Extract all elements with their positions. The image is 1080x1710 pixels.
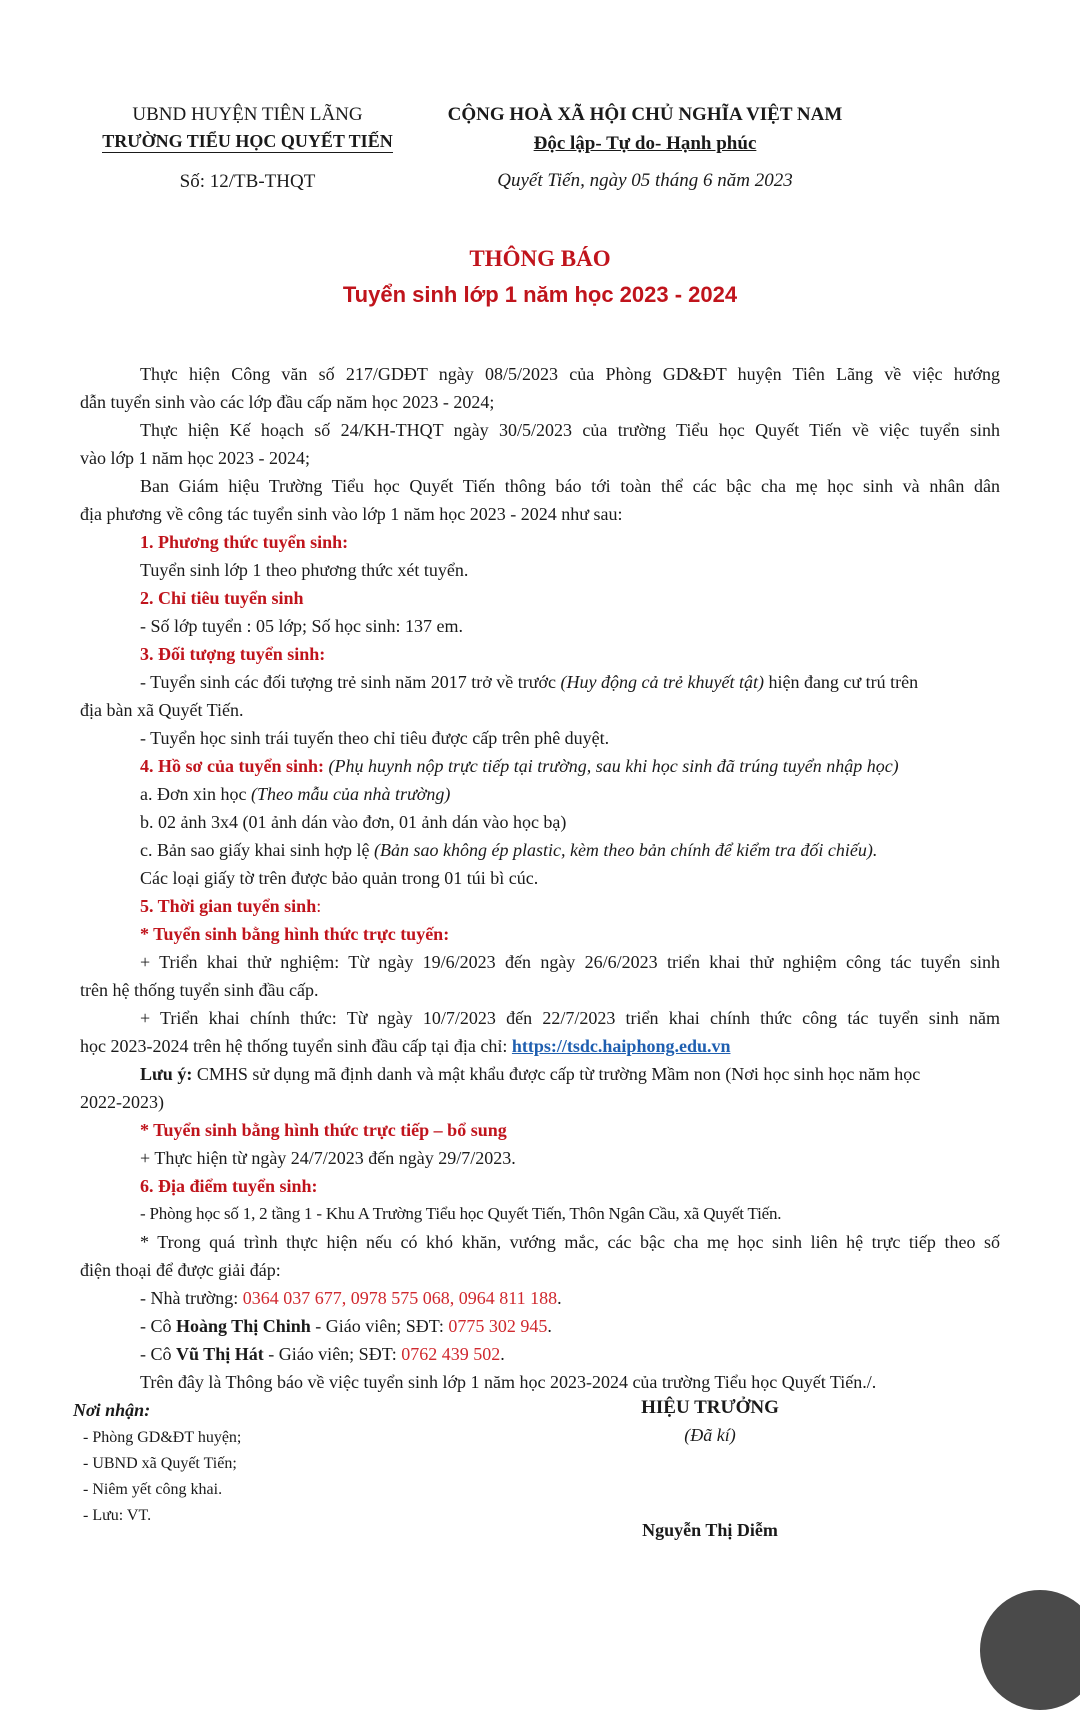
- section5-note-line2: 2022-2023): [80, 1092, 164, 1112]
- section4-item-b: b. 02 ảnh 3x4 (01 ảnh dán vào đơn, 01 ảnh dán vào học bạ): [140, 812, 567, 832]
- signature-name: Nguyễn Thị Diễm: [642, 1520, 778, 1540]
- para1-line2: dẫn tuyển sinh vào các lớp đầu cấp năm học 2023 - 2024;: [80, 392, 495, 412]
- section1-heading: 1. Phương thức tuyển sinh:: [140, 532, 349, 552]
- contact-teacher-2-phone: 0762 439 502: [401, 1344, 501, 1364]
- national-motto-text: Độc lập- Tự do- Hạnh phúc: [533, 133, 757, 154]
- date-line: Quyết Tiến, ngày 05 tháng 6 năm 2023: [497, 170, 793, 191]
- section5-direct-text: + Thực hiện từ ngày 24/7/2023 đến ngày 29/7/2023.: [140, 1148, 516, 1168]
- section5-trial-line1: + Triển khai thử nghiệm: Từ ngày 19/6/2023 đến ngày 26/6/2023 triển khai thử nghiệm công tác tuyển sinh: [140, 952, 1000, 972]
- floating-action-button[interactable]: [980, 1590, 1080, 1710]
- section4-item-a-text: a. Đơn xin học: [140, 784, 251, 804]
- signature-title: HIỆU TRƯỞNG: [641, 1397, 779, 1418]
- section3-heading: 3. Đối tượng tuyển sinh:: [140, 644, 326, 664]
- section4-item-c: [140, 839, 877, 861]
- contact-teacher-2-pre: - Cô: [140, 1344, 176, 1364]
- section4-item-a: [140, 783, 450, 805]
- para3-line2: địa phương về công tác tuyển sinh vào lớp 1 năm học 2023 - 2024 như sau:: [80, 504, 623, 524]
- issuer-org: UBND HUYỆN TIÊN LÃNG: [132, 104, 363, 125]
- section3-target2: - Tuyển học sinh trái tuyến theo chỉ tiêu được cấp trên phê duyệt.: [140, 728, 610, 748]
- national-motto: [420, 133, 870, 155]
- section5-note-text: CMHS sử dụng mã định danh và mật khẩu được cấp từ trường Mầm non (Nơi học sinh học năm học: [192, 1064, 921, 1084]
- section5-colon: :: [316, 896, 322, 916]
- notice-subtitle: Tuyển sinh lớp 1 năm học 2023 - 2024: [342, 282, 738, 307]
- section5-trial-line2: trên hệ thống tuyển sinh đầu cấp.: [80, 980, 319, 1000]
- contact-teacher-1-pre: - Cô: [140, 1316, 176, 1336]
- section4-heading: 4. Hồ sơ của tuyển sinh:: [140, 756, 324, 776]
- signature-status: (Đã kí): [684, 1425, 736, 1445]
- section3-target1-line2: địa bàn xã Quyết Tiến.: [80, 700, 244, 720]
- section3-target1: [140, 671, 1000, 693]
- notice-title: THÔNG BÁO: [469, 246, 611, 271]
- para1-line1: Thực hiện Công văn số 217/GDĐT ngày 08/5/2023 của Phòng GD&ĐT huyện Tiên Lãng về việc hướng: [140, 364, 1000, 384]
- contact-teacher-2: [140, 1343, 505, 1365]
- national-title: CỘNG HOÀ XÃ HỘI CHỦ NGHĨA VIỆT NAM: [447, 104, 843, 125]
- section5-official-line2-text: học 2023-2024 trên hệ thống tuyển sinh đầu cấp tại địa chỉ:: [80, 1036, 512, 1056]
- section3-target1-a: - Tuyển sinh các đối tượng trẻ sinh năm 2017 trở về trước: [140, 672, 561, 692]
- contact-teacher-1-name: Hoàng Thị Chinh: [176, 1316, 311, 1336]
- para3-line1: Ban Giám hiệu Trường Tiểu học Quyết Tiến thông báo tới toàn thể các bậc cha mẹ học sinh và nhân dân: [140, 476, 1000, 496]
- section6-location: - Phòng học số 1, 2 tầng 1 - Khu A Trường Tiểu học Quyết Tiến, Thôn Ngân Cầu, xã Quyết Tiến.: [140, 1204, 782, 1223]
- section2-heading: 2. Chỉ tiêu tuyển sinh: [140, 588, 304, 608]
- contact-teacher-2-end: .: [500, 1344, 505, 1364]
- contact-teacher-1: [140, 1315, 552, 1337]
- contact-teacher-2-name: Vũ Thị Hát: [176, 1344, 264, 1364]
- contact-school: [140, 1287, 562, 1309]
- section2-text: - Số lớp tuyển : 05 lớp; Số học sinh: 137 em.: [140, 616, 464, 636]
- section5-heading-line: [140, 895, 321, 917]
- section5-official-line1: + Triển khai chính thức: Từ ngày 10/7/2023 đến 22/7/2023 triển khai chính thức công tác tuyển sinh năm: [140, 1008, 1000, 1028]
- section4-item-c-text: c. Bản sao giấy khai sinh hợp lệ: [140, 840, 374, 860]
- recipients-label: Nơi nhận:: [73, 1400, 151, 1420]
- section5-note-label: Lưu ý:: [140, 1064, 193, 1084]
- para2-line1: Thực hiện Kế hoạch số 24/KH-THQT ngày 30/5/2023 của trường Tiểu học Quyết Tiến về việc tuyển sinh: [140, 420, 1000, 440]
- section4-item-d: Các loại giấy tờ trên được bảo quản trong 01 túi bì cúc.: [140, 868, 539, 888]
- recipient-item: - Lưu: VT.: [83, 1507, 152, 1524]
- section3-target1-c: hiện đang cư trú trên: [763, 672, 919, 692]
- section6-help-line1: * Trong quá trình thực hiện nếu có khó khăn, vướng mắc, các bậc cha mẹ học sinh liên hệ trực tiếp theo số: [140, 1232, 1000, 1252]
- section5-heading: 5. Thời gian tuyển sinh: [140, 896, 317, 916]
- contact-teacher-1-phone: 0775 302 945: [448, 1316, 548, 1336]
- recipient-item: - UBND xã Quyết Tiến;: [83, 1455, 237, 1472]
- section5-online-heading: * Tuyển sinh bằng hình thức trực tuyến:: [140, 924, 450, 944]
- section5-note-line1: [140, 1063, 920, 1085]
- closing-statement: Trên đây là Thông báo về việc tuyển sinh lớp 1 năm học 2023-2024 của trường Tiểu học Quyết Tiến./.: [140, 1372, 877, 1392]
- recipient-item: - Phòng GD&ĐT huyện;: [83, 1429, 242, 1446]
- contact-teacher-1-end: .: [547, 1316, 552, 1336]
- contact-school-label: - Nhà trường:: [140, 1288, 243, 1308]
- recipient-item: - Niêm yết công khai.: [83, 1481, 223, 1498]
- contact-teacher-2-role: - Giáo viên; SĐT:: [263, 1344, 402, 1364]
- section4-note: (Phụ huynh nộp trực tiếp tại trường, sau khi học sinh đã trúng tuyển nhập học): [324, 756, 899, 776]
- section6-help-line2: điện thoại để được giải đáp:: [80, 1260, 281, 1280]
- contact-school-phones: 0364 037 677, 0978 575 068, 0964 811 188: [242, 1288, 558, 1308]
- section4-item-a-note: (Theo mẫu của nhà trường): [251, 784, 451, 804]
- section5-direct-heading: * Tuyển sinh bằng hình thức trực tiếp – bổ sung: [140, 1120, 507, 1140]
- section5-official-line2: [80, 1035, 730, 1057]
- section4-heading-line: [140, 755, 899, 777]
- section1-text: Tuyển sinh lớp 1 theo phương thức xét tuyển.: [140, 560, 469, 580]
- issuer-school: [80, 131, 415, 152]
- contact-school-end: .: [557, 1288, 562, 1308]
- enrollment-portal-link[interactable]: https://tsdc.haiphong.edu.vn: [511, 1036, 731, 1056]
- document-number: Số: 12/TB-THQT: [179, 171, 316, 192]
- section6-heading: 6. Địa điểm tuyển sinh:: [140, 1176, 318, 1196]
- contact-teacher-1-role: - Giáo viên; SĐT:: [310, 1316, 449, 1336]
- para2-line2: vào lớp 1 năm học 2023 - 2024;: [80, 448, 310, 468]
- section4-item-c-note: (Bản sao không ép plastic, kèm theo bản chính để kiểm tra đối chiếu).: [373, 840, 878, 860]
- issuer-school-text: TRƯỜNG TIỂU HỌC QUYẾT TIẾN: [102, 131, 393, 151]
- section3-target1-b: (Huy động cả trẻ khuyết tật): [560, 672, 764, 692]
